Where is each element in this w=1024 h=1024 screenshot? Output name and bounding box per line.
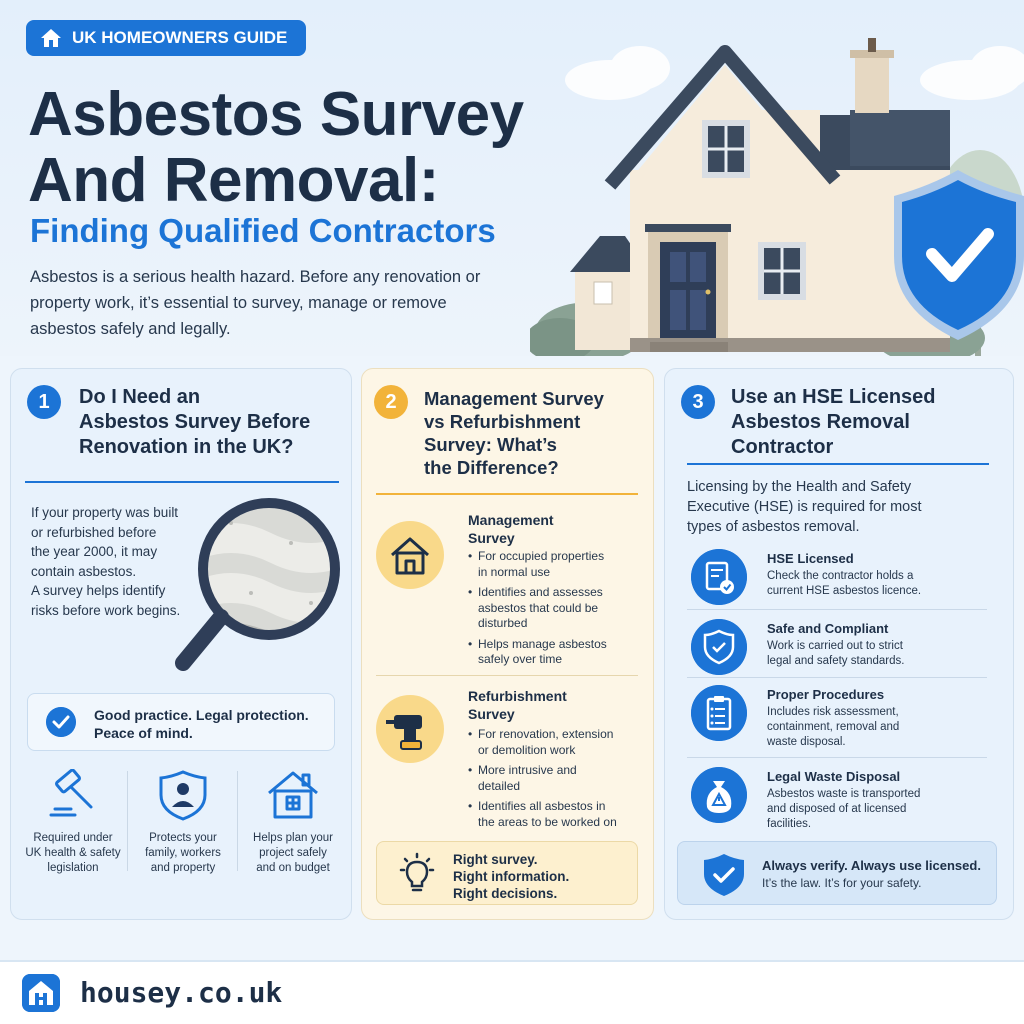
page-title-line: And Removal:	[28, 146, 439, 215]
callout-text: It’s the law. It’s for your safety.	[762, 876, 922, 890]
caption-line: project safely	[259, 847, 327, 859]
caption-line: legislation	[47, 862, 99, 874]
title-line: Survey	[468, 706, 515, 722]
house-outline-icon	[376, 521, 444, 589]
hero-section	[0, 0, 1024, 356]
title-line: Management	[468, 512, 554, 528]
item-description: Check the contractor holds a current HSE asbestos licence.	[767, 570, 922, 597]
drill-icon	[376, 695, 444, 763]
section-licensed-contractor	[664, 368, 1014, 920]
item-divider	[687, 609, 987, 610]
body-line: A survey helps identify	[31, 583, 166, 598]
house-icon	[40, 28, 62, 48]
section-title-line: Use an HSE Licensed	[731, 386, 936, 408]
refurbishment-survey-title	[468, 687, 567, 723]
section-divider	[25, 481, 339, 483]
callout-text	[453, 851, 569, 902]
survey-icon-bg	[376, 521, 444, 589]
page-subtitle: Finding Qualified Contractors	[30, 212, 496, 249]
feature-divider	[127, 771, 128, 871]
callout-text	[94, 706, 309, 742]
item-hse-licensed	[687, 549, 987, 613]
callout-line: Peace of mind.	[94, 725, 193, 741]
list-item: • Identifies and assesses asbestos that could be disturbed	[468, 585, 638, 632]
feature-planning	[239, 769, 347, 876]
item-title: Legal Waste Disposal	[767, 769, 901, 784]
house-outline-icon	[265, 769, 321, 821]
section-body-text	[687, 477, 987, 537]
right-survey-callout	[376, 841, 638, 905]
good-practice-callout	[27, 693, 335, 751]
item-description: Work is carried out to strict legal and safety standards.	[767, 640, 905, 667]
item-title: HSE Licensed	[767, 551, 854, 566]
section-number: 3	[681, 385, 715, 419]
list-item: • More intrusive and detailed	[468, 763, 638, 794]
page-title	[28, 82, 524, 214]
survey-icon-bg	[376, 695, 444, 763]
person-shield-icon	[155, 769, 211, 821]
management-survey-list	[468, 549, 638, 673]
body-line: contain asbestos.	[31, 563, 137, 579]
title-line: Refurbishment	[468, 688, 567, 704]
section-number: 1	[27, 385, 61, 419]
guide-badge	[26, 20, 306, 56]
section-title-line: the Difference?	[424, 457, 559, 478]
section-title-line: Asbestos Survey Before	[79, 411, 311, 433]
section-number: 2	[374, 385, 408, 419]
footer	[0, 960, 1024, 1024]
section-title-line: Survey: What’s	[424, 434, 557, 455]
section-title-line: Renovation in the UK?	[79, 436, 294, 458]
item-safe-compliant	[687, 619, 987, 683]
section-title-line: Contractor	[731, 436, 834, 458]
caption-line: family, workers	[145, 847, 221, 859]
house-illustration	[530, 20, 1024, 356]
guide-badge-label: UK HOMEOWNERS GUIDE	[72, 28, 288, 47]
waste-bag-icon	[691, 767, 747, 823]
feature-caption	[129, 831, 237, 876]
section-title-line: Do I Need an	[79, 386, 201, 408]
item-title: Proper Procedures	[767, 687, 885, 702]
caption-line: Helps plan your	[253, 832, 333, 844]
body-line: or refurbished before	[31, 524, 157, 540]
item-divider	[376, 675, 638, 676]
section-survey-needed	[10, 368, 352, 920]
site-link[interactable]: housey.co.uk	[80, 976, 283, 1009]
callout-line: Right survey.	[453, 852, 538, 867]
title-line: Survey	[468, 530, 515, 546]
magnifying-glass-icon	[161, 493, 346, 693]
list-item: • For occupied properties in normal use	[468, 549, 638, 580]
body-line: Executive (HSE) is required for most	[687, 499, 922, 515]
callout-line: Right information.	[453, 869, 570, 884]
feature-legislation	[19, 769, 127, 876]
caption-line: Protects your	[149, 832, 217, 844]
section-divider	[376, 493, 638, 495]
section-title-line: vs Refurbishment	[424, 411, 581, 432]
list-item: • Identifies all asbestos in the areas to be worked on	[468, 799, 638, 830]
body-line: the year 2000, it may	[31, 544, 158, 559]
refurbishment-survey-list	[468, 727, 638, 835]
caption-line: Required under	[33, 832, 113, 844]
intro-text: Asbestos is a serious health hazard. Before any renovation or property work, it’s essential to survey, manage or remove asbestos safely and legally.	[30, 268, 481, 338]
section-title-line: Asbestos Removal	[731, 411, 910, 433]
body-line: If your property was built	[31, 505, 179, 520]
cloud-icon	[565, 46, 1024, 100]
item-waste-disposal	[687, 767, 987, 831]
shield-check-icon	[691, 619, 747, 675]
section-divider	[687, 463, 989, 465]
shield-check-icon	[702, 852, 746, 898]
item-proper-procedures	[687, 685, 987, 749]
feature-protection	[129, 769, 237, 876]
section-title	[424, 387, 604, 479]
callout-line: Right decisions.	[453, 886, 558, 901]
management-survey-title	[468, 511, 554, 547]
callout-line: Good practice. Legal protection.	[94, 707, 309, 723]
body-line: types of asbestos removal.	[687, 519, 860, 535]
clipboard-icon	[691, 685, 747, 741]
item-description: Includes risk assessment, containment, removal and waste disposal.	[767, 706, 900, 748]
item-divider	[687, 757, 987, 758]
certificate-icon	[691, 549, 747, 605]
always-verify-callout	[677, 841, 997, 905]
item-description: Asbestos waste is transported and disposed of at licensed facilities.	[767, 788, 921, 830]
list-item: • For renovation, extension or demolition work	[468, 727, 638, 758]
page-title-line: Asbestos Survey	[28, 80, 524, 149]
feature-caption	[19, 831, 127, 876]
check-circle-icon	[46, 707, 76, 737]
section-survey-types	[361, 368, 654, 920]
caption-line: UK health & safety	[25, 847, 121, 859]
body-line: Licensing by the Health and Safety	[687, 479, 912, 495]
item-title: Safe and Compliant	[767, 621, 889, 636]
caption-line: and property	[150, 862, 216, 874]
lightbulb-icon	[397, 852, 437, 896]
housey-logo-icon	[22, 974, 60, 1012]
caption-line: and on budget	[256, 862, 330, 874]
section-title	[79, 385, 310, 460]
feature-caption	[239, 831, 347, 876]
item-divider	[687, 677, 987, 678]
callout-title: Always verify. Always use licensed.	[762, 858, 981, 873]
body-line: risks before work begins.	[31, 602, 181, 618]
section-title	[731, 385, 936, 460]
section-title-line: Management Survey	[424, 388, 604, 409]
feature-divider	[237, 771, 238, 871]
gavel-icon	[45, 769, 101, 821]
list-item: • Helps manage asbestos safely over time	[468, 637, 638, 668]
